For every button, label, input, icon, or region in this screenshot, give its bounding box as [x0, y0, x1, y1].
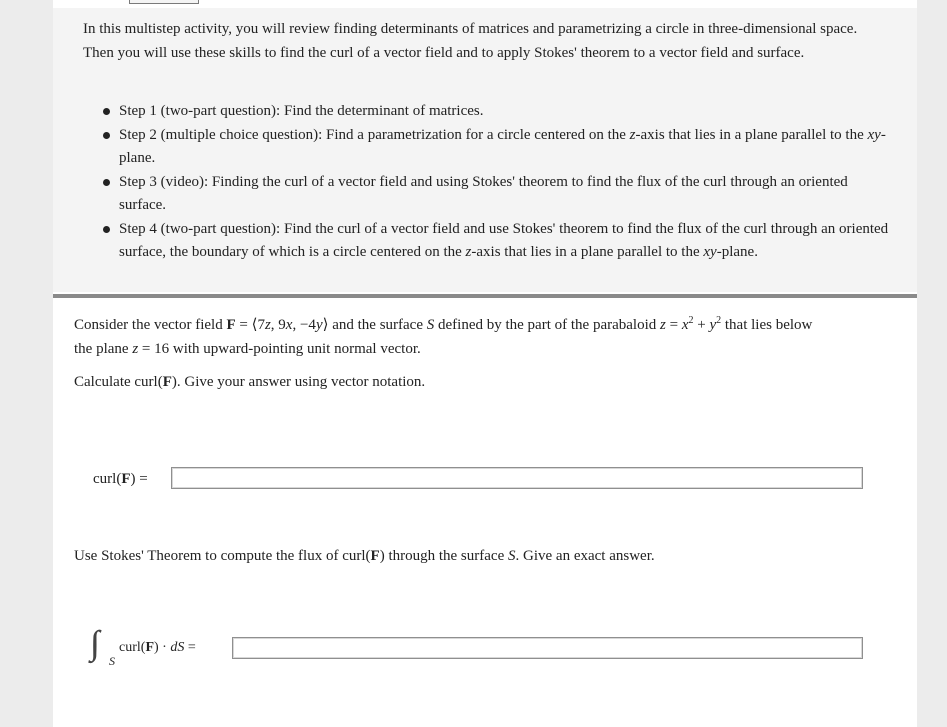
curl-answer-input[interactable]: [171, 467, 863, 489]
section-divider: [53, 294, 917, 298]
double-integral-icon: ∫∫: [90, 625, 91, 662]
integral-subscript: S: [109, 654, 115, 668]
intro-paragraph: In this multistep activity, you will review finding determinants of matrices and parametrizing a circle in three-dimensional space. Then you will use these skills to find the curl of a vector field and to apply Stokes' theorem to a vector field and surface.: [83, 21, 858, 61]
activity-page: [53, 0, 917, 727]
step-2: Step 2 (multiple choice question): Find a parametrization for a circle centered on the z-axis that lies in a plane parallel to the xy-plane.: [101, 124, 891, 171]
problem-line-2: the plane z = 16 with upward-pointing unit normal vector.: [74, 341, 421, 357]
step-1: Step 1 (two-part question): Find the determinant of matrices.: [101, 100, 891, 124]
question-2-prompt: Use Stokes' Theorem to compute the flux of curl(F) through the surface S. Give an exact answer.: [74, 548, 655, 564]
curl-answer-label: curl(F) =: [93, 471, 148, 487]
intro-panel: [53, 8, 917, 292]
problem-statement: [74, 313, 909, 361]
flux-answer-label: curl(F) · dS =: [119, 640, 196, 655]
step-3: Step 3 (video): Finding the curl of a vector field and using Stokes' theorem to find the flux of the curl through an oriented surface.: [101, 171, 891, 218]
problem-line-1: Consider the vector field F = ⟨7z, 9x, −4y⟩ and the surface S defined by the part of the parabaloid $z = x^2 + y^2$ that lies below: [74, 315, 813, 333]
top-tab[interactable]: [129, 0, 199, 4]
question-1-prompt: Calculate curl(F). Give your answer using vector notation.: [74, 374, 426, 390]
flux-answer-input[interactable]: [232, 637, 863, 659]
step-4: Step 4 (two-part question): Find the curl of a vector field and use Stokes' theorem to find the flux of the curl through an oriented surface, the boundary of which is a circle centered on the z-axis that lies in a plane parallel to the xy-plane.: [101, 218, 891, 265]
steps-list: [101, 100, 891, 265]
